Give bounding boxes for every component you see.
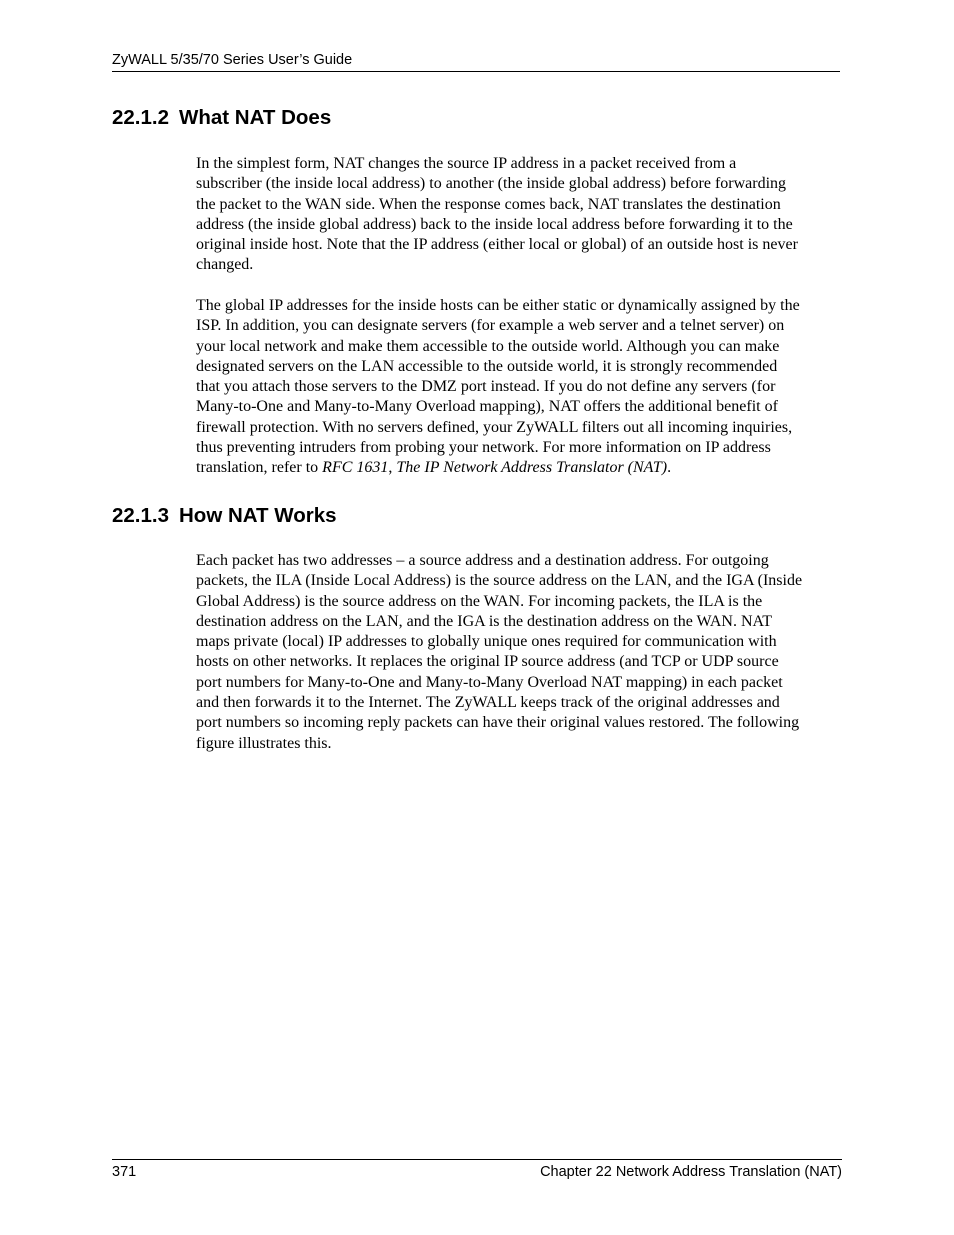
text-line: designated servers on the LAN accessible to the outside world, it is strongly recommended [196,357,778,375]
text-line: changed. [196,256,254,274]
section-title: How NAT Works [179,504,337,527]
text-line: maps private (local) IP addresses to globally unique ones required for communication with [196,633,777,651]
text-line: your local network and make them accessible to the outside world. Although you can make [196,337,780,355]
section-heading-what-nat-does [112,105,331,131]
section-number: 22.1.2 [112,106,169,129]
section-number: 22.1.3 [112,504,169,527]
reference-suffix: . [667,459,672,477]
guide-title: ZyWALL 5/35/70 Series User’s Guide [112,52,353,68]
text-line: address (the inside global address) back to the inside local address before forwarding it to the [196,215,793,233]
rfc-title: The IP Network Address Translator (NAT) [396,459,668,477]
text-line: thus preventing intruders from probing your network. For more information on IP address [196,439,771,457]
paragraph-nat-simplest-form [196,154,846,276]
text-line: figure illustrates this. [196,734,332,752]
text-line: The global IP addresses for the inside hosts can be either static or dynamically assigned by the [196,297,800,314]
text-line: Global Address) is the source address on the WAN. For incoming packets, the ILA is the [196,592,763,610]
text-line: and then forwards it to the Internet. The ZyWALL keeps track of the original addresses and [196,694,780,712]
text-line: original inside host. Note that the IP address (either local or global) of an outside host is never [196,236,798,254]
text-line: destination address on the LAN, and the IGA is the destination address on the WAN. NAT [196,612,773,630]
paragraph-global-ip-addresses [196,296,846,479]
section-title: What NAT Does [179,106,332,129]
text-line: port numbers for Many-to-One and Many-to-Many Overload NAT mapping) in each packet [196,673,783,691]
text-line: subscriber (the inside local address) to another (the inside global address) before forwarding [196,175,787,193]
text-line: Many-to-One and Many-to-Many Overload mapping), NAT offers the additional benefit of [196,398,778,416]
text-line: hosts on other networks. It replaces the original IP source address (and TCP or UDP source [196,653,779,671]
text-line: that you attach those servers to the DMZ port instead. If you do not define any servers (for [196,378,776,396]
chapter-title: Chapter 22 Network Address Translation (NAT) [540,1164,842,1180]
rfc-reference: RFC 1631 [322,459,389,477]
text-line: packets, the ILA (Inside Local Address) is the source address on the LAN, and the IGA (Inside [196,572,803,590]
running-header [112,51,840,72]
text-line: Each packet has two addresses – a source address and a destination address. For outgoing [196,552,769,569]
reference-separator: , [388,459,397,477]
text-line: ISP. In addition, you can designate servers (for example a web server and a telnet server) on [196,317,785,335]
running-footer [112,1159,842,1182]
paragraph-packet-addresses [196,551,846,754]
text-line-reference [196,458,846,478]
text-line: In the simplest form, NAT changes the source IP address in a packet received from a [196,155,737,172]
text-line: port numbers so incoming reply packets can have their original values restored. The following [196,714,800,732]
text-line: the packet to the WAN side. When the response comes back, NAT translates the destination [196,195,781,213]
page-number: 371 [112,1164,137,1180]
text-line: firewall protection. With no servers defined, your ZyWALL filters out all incoming inquiries, [196,418,793,436]
reference-prefix: translation, refer to [196,459,323,477]
section-heading-how-nat-works [112,503,337,529]
